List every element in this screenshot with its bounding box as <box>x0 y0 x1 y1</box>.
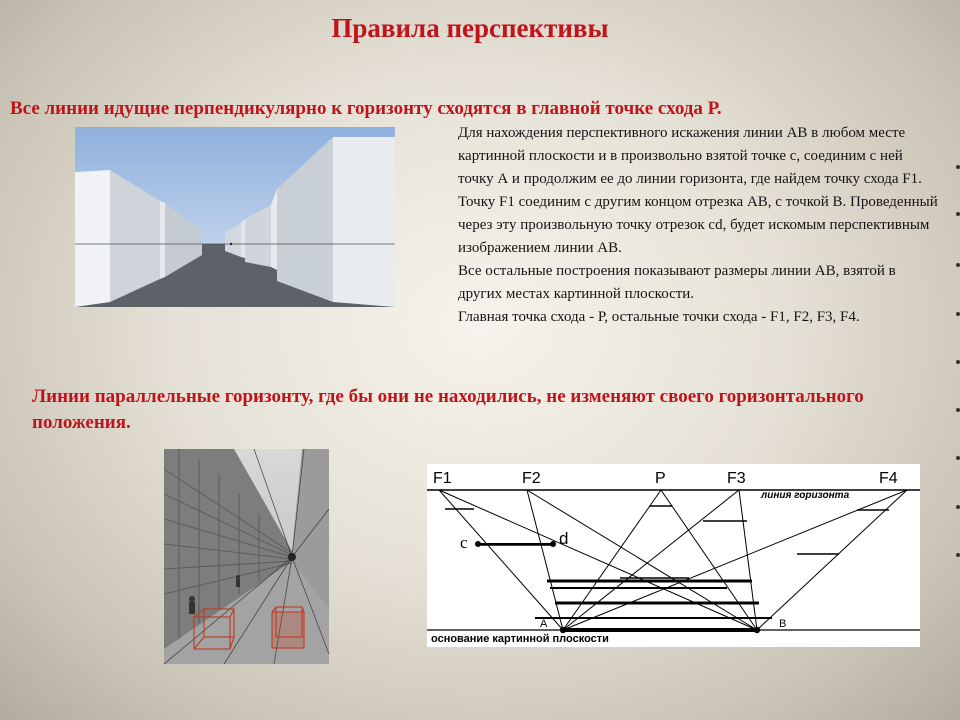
explanation-text <box>458 122 940 329</box>
heading-perpendicular-lines: Все линии идущие перпендикулярно к горизонту сходятся в главной точке схода Р. <box>10 98 722 119</box>
base-label: основание картинной плоскости <box>431 633 609 645</box>
edge-mark <box>956 456 960 460</box>
label-f1: F1 <box>433 470 452 487</box>
street-perspective-image <box>75 127 395 307</box>
edge-mark <box>956 505 960 509</box>
edge-mark <box>956 165 960 169</box>
edge-mark <box>956 312 960 316</box>
label-a: A <box>540 618 548 630</box>
street-photo-image <box>164 449 329 664</box>
label-c: c <box>460 533 468 552</box>
horizon-label: линия горизонта <box>761 490 850 501</box>
explanation-paragraph: Все остальные построения показывают размеры линии АВ, взятой в других местах картинной плоскости. <box>458 263 896 302</box>
edge-mark <box>956 553 960 557</box>
perspective-construction-diagram <box>427 464 920 647</box>
edge-mark <box>956 212 960 216</box>
label-f3: F3 <box>727 470 746 487</box>
slide-title: Правила перспективы <box>331 13 609 43</box>
label-b: B <box>779 618 787 630</box>
explanation-paragraph: Для нахождения перспективного искажения линии АВ в любом месте картинной плоскости и в произвольно взятой точке с, соединим с ней точку А и продолжим ее до линии горизонта, где найдем точку схода F1. Точку F1 соединим с другим концом отрезка АВ, с точкой В. Проведенный через эту произвольную точку отрезок cd, будет искомым перспективным изображением линии АВ. <box>458 125 938 256</box>
label-p: P <box>655 470 666 487</box>
edge-mark <box>956 360 960 364</box>
explanation-paragraph: Главная точка схода - Р, остальные точки схода - F1, F2, F3, F4. <box>458 309 860 325</box>
heading-horizontal-lines: Линии параллельные горизонту, где бы они не находились, не изменяют своего горизонтального положения. <box>32 386 864 433</box>
edge-mark <box>956 263 960 267</box>
label-d: d <box>559 529 569 548</box>
edge-mark <box>956 408 960 412</box>
label-f2: F2 <box>522 470 541 487</box>
label-f4: F4 <box>879 470 898 487</box>
